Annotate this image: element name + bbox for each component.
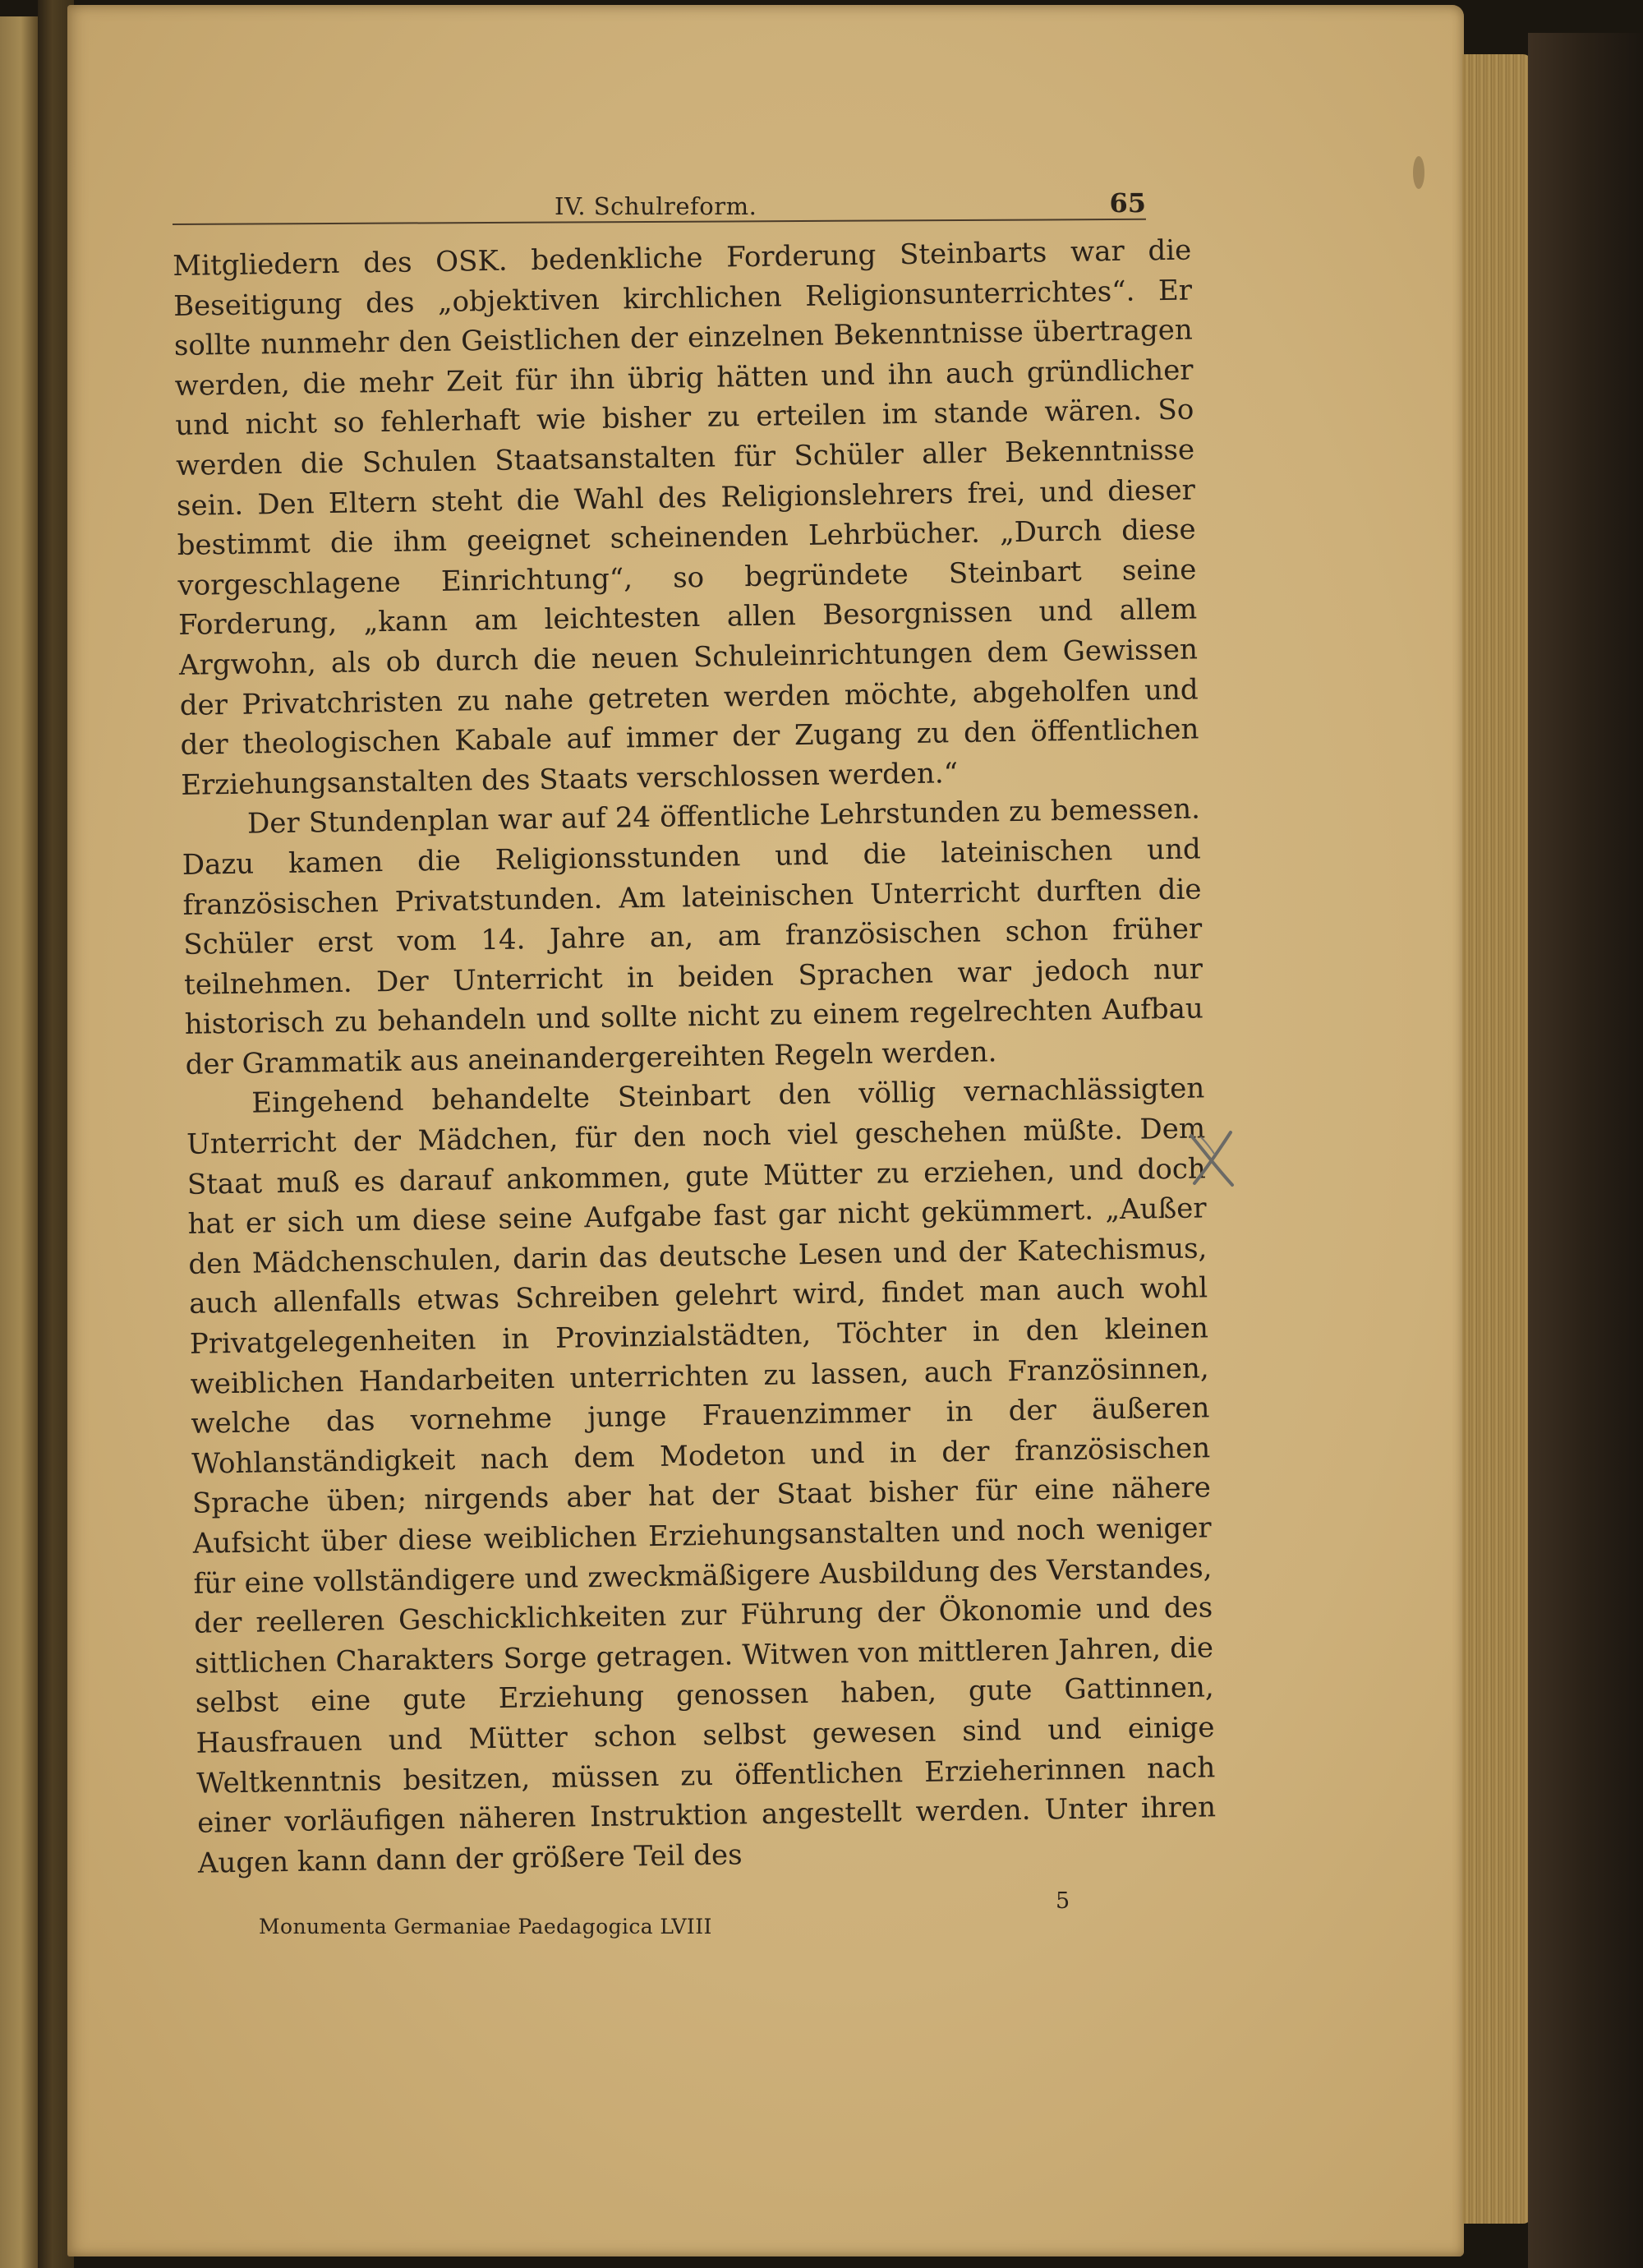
book-cover-edge <box>1528 33 1643 2268</box>
running-head: IV. Schulreform. <box>555 192 757 220</box>
page-number: 65 <box>1109 187 1146 219</box>
paragraph: Eingehend behandelte Steinbart den völlig vernachlässigten Unterricht der Mädchen, für den noch viel geschehen müßte. Dem Staat muß es darauf ankommen, gute Mütter zu erziehen, und doch hat er sich um diese seine Aufgabe fast gar nicht gekümmert. „Außer den Mädchenschulen, darin das deutsche Lesen und der Katechismus, auch allenfalls etwas Schreiben gelehrt wird, findet man auch wohl Privatgelegenheiten in Provinzialstädten, Töchter in den kleinen weiblichen Handarbeiten unterrichten zu lassen, auch Französinnen, welche das vornehme junge Frauenzimmer in der äußeren Wohlanständigkeit nach dem Modeton und in der französischen Sprache üben; nirgends aber hat der Staat bisher für eine nähere Aufsicht über diese weiblichen Erziehungsanstalten und noch weniger für eine vollständigere und zweckmäßigere Ausbildung des Verstandes, der reelleren Geschicklichkeiten zur Führung der Ökonomie und des sittlichen Charakters Sorge getragen. Witwen von mittleren Jahren, die selbst eine gute Erziehung genossen haben, gute Gattinnen, Hausfrauen und Mütter schon selbst gewesen sind und einige Weltkenntnis besitzen, müssen zu öffentlichen Erzieherinnen nach einer vorläufigen näheren Instruktion angestellt werden. Unter ihren Augen kann dann der größere Teil des <box>186 1072 1217 1880</box>
signature-mark: 5 <box>1056 1888 1070 1914</box>
body-text <box>173 231 1217 1884</box>
previous-page-edge <box>0 16 38 2268</box>
paragraph: Der Stundenplan war auf 24 öffentliche Lehrstunden zu bemessen. Dazu kamen die Religionsstunden und die lateinischen und französischen Privatstunden. Am lateinischen Unterricht durften die Schüler erst vom 14. Jahre an, am französischen schon früher teilnehmen. Der Unterricht in beiden Sprachen war jedoch nur historisch zu behandeln und sollte nicht zu einem regelrechten Aufbau der Grammatik aus aneinandergereihten Regeln werden. <box>182 792 1204 1081</box>
paper-stain <box>1413 156 1424 189</box>
page-fore-edge <box>1462 54 1531 2224</box>
paragraph: Mitgliedern des OSK. bedenkliche Forderung Steinbarts war die Beseitigung des „objektiven kirchlichen Religionsunterrichtes“. Er sollte nunmehr den Geistlichen der einzelnen Bekenntnisse übertragen werden, die mehr Zeit für ihn übrig hätten und ihn auch gründlicher und nicht so fehlerhaft wie bisher zu erteilen im stande wären. So werden die Schulen Staatsanstalten für Schüler aller Bekenntnisse sein. Den Eltern steht die Wahl des Religionslehrers frei, und dieser bestimmt die ihm geeignet scheinenden Lehrbücher. „Durch diese vorgeschlagene Einrichtung“, so begründete Steinbart seine Forderung, „kann am leichtesten allen Besorgnissen und allem Argwohn, als ob durch die neuen Schuleinrichtungen dem Gewissen der Privatchristen zu nahe getreten werden möchte, abgeholfen und der theologischen Kabale auf immer der Zugang zu den öffentlichen Erziehungsanstalten des Staats verschlossen werden.“ <box>173 233 1199 802</box>
series-title: Monumenta Germaniae Paedagogica LVIII <box>259 1915 712 1938</box>
pencil-x-mark <box>1183 1126 1240 1192</box>
